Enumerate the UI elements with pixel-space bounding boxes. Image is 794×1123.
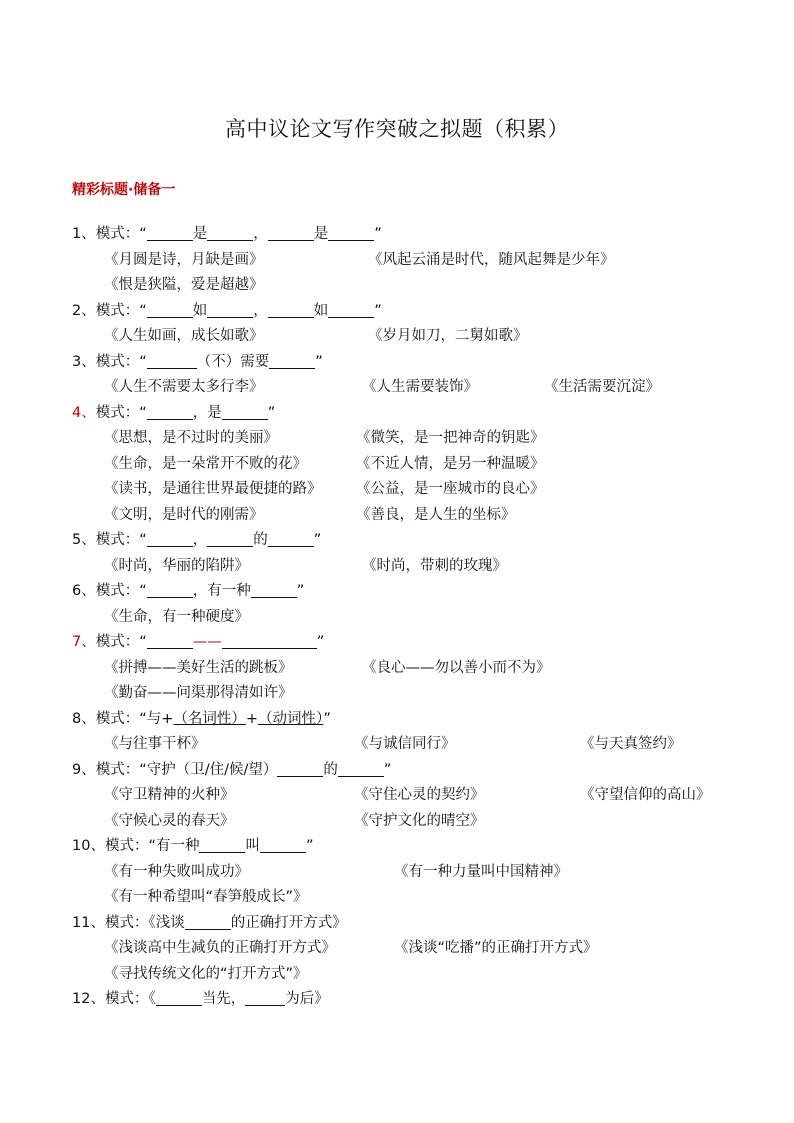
example-row (72, 860, 762, 886)
example-title: 《有一种失败叫成功》 (104, 863, 249, 880)
pattern-line (72, 350, 762, 376)
example-title: 《岁月如刀，二舅如歌》 (368, 328, 528, 344)
pattern-text: 如 (313, 302, 329, 319)
example-title: 《浅谈高中生减负的正确打开方式》 (104, 940, 336, 956)
example-title: 《勤奋——问渠那得清如许》 (104, 685, 293, 701)
pattern-label: 模式：“ (95, 634, 147, 650)
fill-blank (147, 301, 193, 318)
fill-blank (269, 352, 315, 369)
example-row (72, 554, 762, 580)
fill-blank (147, 224, 193, 241)
pattern-text: ，是 (192, 404, 222, 421)
example-title: 《浅谈“吃播”的正确打开方式》 (394, 940, 598, 956)
example-row (72, 375, 762, 401)
pattern-number: 12、 (72, 991, 105, 1007)
fill-blank (207, 301, 253, 318)
pattern-text: ” (374, 226, 382, 242)
example-title: 《人生需要装饰》 (362, 379, 478, 395)
example-title: 《与诚信同行》 (354, 736, 456, 752)
example-title: 《守候心灵的春天》 (104, 812, 235, 829)
pattern-line (72, 401, 762, 427)
fill-blank (147, 530, 193, 547)
example-row (72, 605, 762, 631)
example-row (72, 732, 762, 758)
fill-blank (251, 581, 297, 598)
fill-blank (147, 403, 193, 420)
pattern-line (72, 834, 762, 860)
pattern-text: ，有一种 (192, 583, 251, 599)
example-title: 《思想，是不过时的美丽》 (104, 430, 278, 446)
fill-blank (199, 836, 245, 853)
pattern-number: 7、 (72, 634, 96, 650)
pattern-line (72, 299, 762, 325)
pattern-text: （不）需要 (196, 353, 270, 370)
pattern-label: 模式：“ (95, 404, 147, 421)
page-title: 高中议论文写作突破之拟题（积累） (225, 117, 569, 141)
pattern-label: 模式：《浅谈 (104, 914, 185, 931)
pattern-number: 2、 (72, 302, 96, 319)
pattern-text: ” (374, 302, 382, 319)
example-title: 《微笑，是一把神奇的钥匙》 (356, 430, 545, 446)
pattern-text: 是 (313, 226, 329, 242)
pattern-text: ” (315, 353, 323, 370)
example-row (72, 962, 762, 988)
pattern-text: —— (192, 634, 222, 650)
example-row (72, 477, 762, 503)
pattern-number: 6、 (72, 583, 96, 599)
pattern-line (72, 911, 762, 937)
example-row (72, 809, 762, 835)
example-title: 《月圆是诗，月缺是画》 (104, 251, 264, 268)
fill-blank (222, 632, 317, 649)
example-title: 《与往事干杯》 (104, 736, 206, 752)
example-title: 《有一种力量叫中国精神》 (394, 863, 568, 880)
fill-blank (338, 760, 384, 777)
pattern-text: ， (253, 302, 268, 319)
pattern-text: （名词性） (173, 710, 246, 727)
pattern-number: 1、 (72, 226, 96, 242)
pattern-text: ” (305, 838, 314, 854)
fill-blank (277, 760, 323, 777)
pattern-text: ” (316, 634, 325, 650)
example-row (72, 681, 762, 707)
pattern-text: ” (323, 710, 331, 727)
example-title: 《生活需要沉淀》 (544, 379, 660, 395)
pattern-text: 的 (253, 532, 268, 548)
example-title: 《寻找传统文化的“打开方式”》 (104, 965, 308, 982)
fill-blank (328, 301, 374, 318)
example-title: 《生命，有一种硬度》 (104, 608, 249, 625)
pattern-line (72, 707, 762, 733)
fill-blank (245, 989, 285, 1006)
pattern-text: 如 (192, 302, 208, 319)
pattern-line (72, 758, 762, 784)
example-row (72, 324, 762, 350)
pattern-label: 模式：“与+ (95, 710, 174, 727)
example-title: 《人生不需要太多行李》 (104, 379, 264, 395)
example-title: 《拼搏——美好生活的跳板》 (104, 659, 293, 676)
pattern-text: ， (253, 226, 268, 242)
pattern-label: 模式：《 (104, 991, 156, 1007)
example-row (72, 936, 762, 962)
pattern-label: 模式：“ (95, 302, 147, 319)
example-row (72, 248, 762, 274)
example-title: 《恨是狭隘，爱是超越》 (104, 277, 264, 293)
pattern-number: 8、 (72, 710, 96, 727)
example-row (72, 656, 762, 682)
pattern-label: 模式：“守护（卫/住/候/望） (95, 761, 278, 778)
fill-blank (147, 352, 197, 369)
example-row (72, 885, 762, 911)
fill-blank (328, 224, 374, 241)
pattern-line (72, 528, 762, 554)
fill-blank (185, 913, 231, 930)
fill-blank (147, 632, 193, 649)
fill-blank (147, 581, 193, 598)
pattern-label: 模式：“ (95, 583, 147, 599)
example-title: 《守护文化的晴空》 (354, 812, 485, 829)
example-row (72, 452, 762, 478)
example-title: 《守卫精神的火种》 (104, 787, 235, 803)
pattern-text: ” (313, 532, 322, 548)
example-title: 《守望信仰的高山》 (580, 787, 711, 803)
pattern-number: 3、 (72, 353, 96, 370)
pattern-text: 叫 (245, 838, 260, 854)
pattern-text: 当先， (201, 991, 246, 1007)
example-title: 《良心——勿以善小而不为》 (362, 659, 551, 676)
pattern-number: 4、 (72, 404, 96, 421)
fill-blank (156, 989, 202, 1006)
pattern-text: 的 (323, 761, 338, 778)
pattern-text: ， (192, 532, 208, 548)
example-title: 《善良，是人生的坐标》 (356, 506, 516, 523)
example-title: 《与天真签约》 (580, 736, 682, 752)
pattern-number: 9、 (72, 761, 96, 778)
example-row (72, 426, 762, 452)
example-title: 《不近人情，是另一种温暖》 (356, 455, 545, 472)
example-title: 《有一种希望叫“春笋般成长”》 (104, 889, 308, 905)
pattern-text: （动词性） (258, 710, 324, 727)
example-title: 《守住心灵的契约》 (354, 787, 485, 803)
pattern-label: 模式：“ (95, 226, 147, 242)
fill-blank (260, 836, 306, 853)
example-row (72, 783, 762, 809)
pattern-text: 为后》 (285, 991, 329, 1007)
section-heading: 精彩标题·储备一 (72, 182, 176, 198)
example-title: 《读书，是通往世界最便捷的路》 (104, 481, 322, 497)
example-title: 《时尚，华丽的陷阱》 (104, 557, 249, 574)
example-title: 《文明，是时代的刚需》 (104, 506, 264, 523)
example-title: 《生命，是一朵常开不败的花》 (104, 455, 307, 472)
example-title: 《时尚，带刺的玫瑰》 (362, 557, 507, 574)
fill-blank (268, 224, 314, 241)
example-title: 《风起云涌是时代，随风起舞是少年》 (368, 251, 615, 268)
fill-blank (222, 403, 268, 420)
pattern-label: 模式：“ (95, 353, 147, 370)
pattern-line (72, 222, 762, 248)
pattern-label: 模式：“有一种 (104, 838, 200, 854)
pattern-text: 的正确打开方式》 (230, 914, 347, 931)
pattern-text: ” (383, 761, 392, 778)
pattern-line (72, 630, 762, 656)
pattern-number: 11、 (72, 914, 105, 931)
example-row (72, 273, 762, 299)
fill-blank (207, 224, 253, 241)
pattern-text: ” (296, 583, 305, 599)
fill-blank (268, 301, 314, 318)
pattern-line (72, 987, 762, 1013)
fill-blank (207, 530, 253, 547)
pattern-text: + (245, 710, 259, 727)
pattern-number: 10、 (72, 838, 105, 854)
pattern-label: 模式：“ (95, 532, 147, 548)
pattern-line (72, 579, 762, 605)
example-title: 《公益，是一座城市的良心》 (356, 481, 545, 497)
pattern-list (72, 222, 762, 1013)
example-title: 《人生如画，成长如歌》 (104, 328, 264, 344)
pattern-text: ” (267, 404, 276, 421)
pattern-number: 5、 (72, 532, 96, 548)
fill-blank (268, 530, 314, 547)
pattern-text: 是 (192, 226, 208, 242)
example-row (72, 503, 762, 529)
